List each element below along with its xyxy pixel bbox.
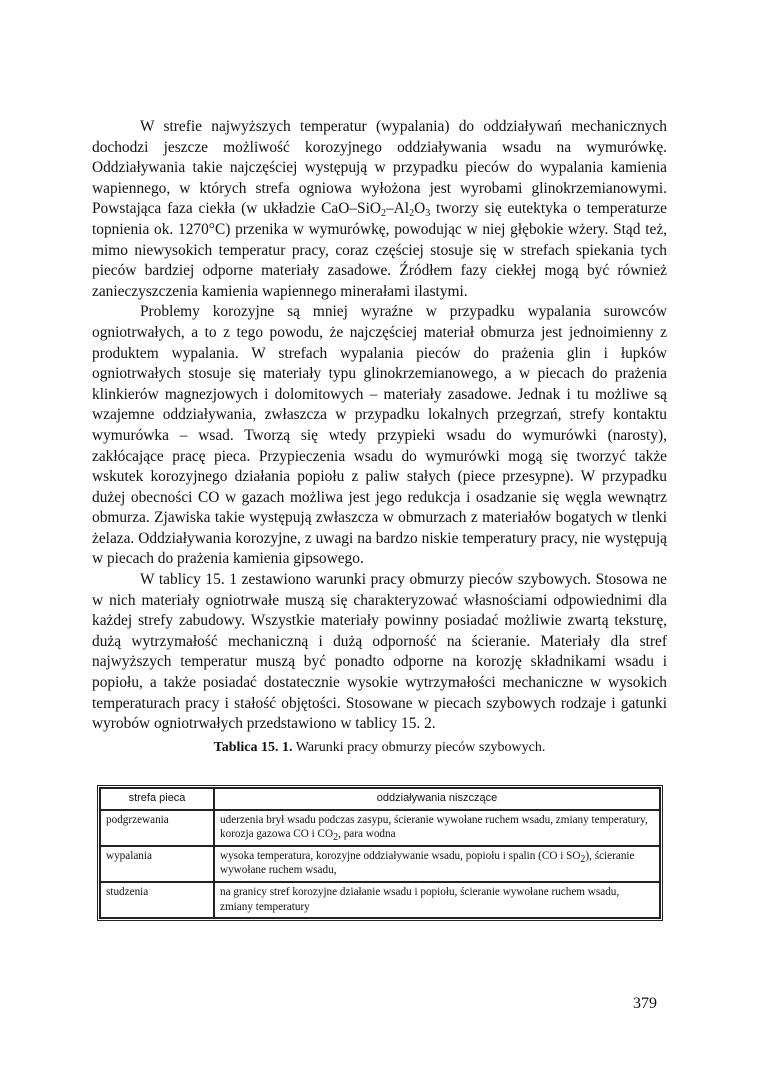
row-effects: wysoka temperatura, korozyjne oddziaływanie wsadu, popiołu i spalin (CO i $SO_2$), ścieranie wywołane ruchem wsadu, — [214, 846, 660, 882]
conditions-table — [97, 785, 663, 921]
header-effects: oddziaływania niszczące — [214, 788, 660, 810]
row-zone: studzenia — [100, 882, 214, 918]
table-row — [100, 882, 660, 918]
row-effects: uderzenia brył wsadu podczas zasypu, ścieranie wywołane ruchem wsadu, zmiany temperatury, korozja gazowa CO i $CO_2$, para wodna — [214, 810, 660, 846]
paragraph-2: Problemy korozyjne są mniej wyraźne w przypadku wypalania surowców ogniotrwałych, a to z tego powodu, że najczęściej materiał obmurza jest jednoimienny z produktem wypalania. W strefach wypalania pieców do prażenia glin i łupków ogniotrwałych stosuje się materiały typu glinokrzemianowego, a w piecach do prażenia klinkierów magnezjowych i dolomitowych – materiały zasadowe. Jednak i tu możliwe są wzajemne oddziaływania, zwłaszcza w przypadku lokalnych przegrzań, strefy kontaktu wymurówka – wsad. Tworzą się wtedy przypieki wsadu do wymurówki (narosty), zakłócające pracę pieca. Przypieczenia wsadu do wymurówki mogą się tworzyć także wskutek korozyjnego działania popiołu z paliw stałych (piece przesypne). W przypadku dużej obecności CO w gazach możliwa jest jego redukcja i osadzanie się węgla wewnątrz obmurza. Zjawiska takie występują zwłaszcza w obmurzach z materiałów bogatych w tlenki żelaza. Oddziaływania korozyjne, z uwagi na bardzo niskie temperatury pracy, nie występują w piecach do prażenia kamienia gipsowego. — [92, 303, 667, 568]
paragraph-3: W tablicy 15. 1 zestawiono warunki pracy obmurzy pieców szybowych. Stosowa ne w nich materiały ogniotrwałe muszą się charakteryzować własnościami odpowiednimi dla każdej strefy zabudowy. Wszystkie materiały powinny posiadać możliwie zwartą teksturę, dużą wytrzymałość mechaniczną i dużą odporność na ścieranie. Materiały dla stref najwyższych temperatur muszą być ponadto odporne na korozję składnikami wsadu i popiołu, a także posiadać dostatecznie wysokie wytrzymałości mechaniczne w wysokich temperaturach pracy i stałość objętości. Stosowane w piecach szybowych rodzaje i gatunki wyrobów ogniotrwałych przedstawiono w tablicy 15. 2. — [92, 571, 667, 733]
table-caption-label: Tablica 15. 1. — [213, 739, 293, 755]
row-effects: na granicy stref korozyjne działanie wsadu i popiołu, ścieranie wywołane ruchem wsadu, zmiany temperatury — [214, 882, 660, 918]
header-zone: strefa pieca — [100, 788, 214, 810]
table-row — [100, 810, 660, 846]
table-caption — [92, 738, 667, 758]
table-header-row — [100, 788, 660, 810]
table-caption-text: Warunki pracy obmurzy pieców szybowych. — [292, 739, 546, 755]
page-body — [92, 117, 667, 758]
paragraph-1: W strefie najwyższych temperatur (wypalania) do oddziaływań mechanicznych dochodzi jeszcze możliwość korozyjnego oddziaływania wsadu na wymurówkę. Oddziaływania takie najczęściej występują w przypadku pieców do wypalania kamienia wapiennego, w których strefa ogniowa wyłożona jest wyrobami glinokrzemianowymi. Powstająca faza ciekła (w układzie CaO–$SiO_2-Al_2O_3$ tworzy się eutektyka o temperaturze topnienia ok. 1270°C) przenika w wymurówkę, powodując w niej głębokie wżery. Stąd też, mimo niewysokich temperatur pracy, coraz częściej stosuje się w strefach spiekania tych pieców bardziej odporne materiały zasadowe. Źródłem fazy ciekłej mogą być również zanieczyszczenia kamienia wapiennego minerałami ilastymi. — [92, 118, 668, 300]
table-row — [100, 846, 660, 882]
row-zone: podgrzewania — [100, 810, 214, 846]
row-zone: wypalania — [100, 846, 214, 882]
page-number: 379 — [633, 995, 657, 1012]
